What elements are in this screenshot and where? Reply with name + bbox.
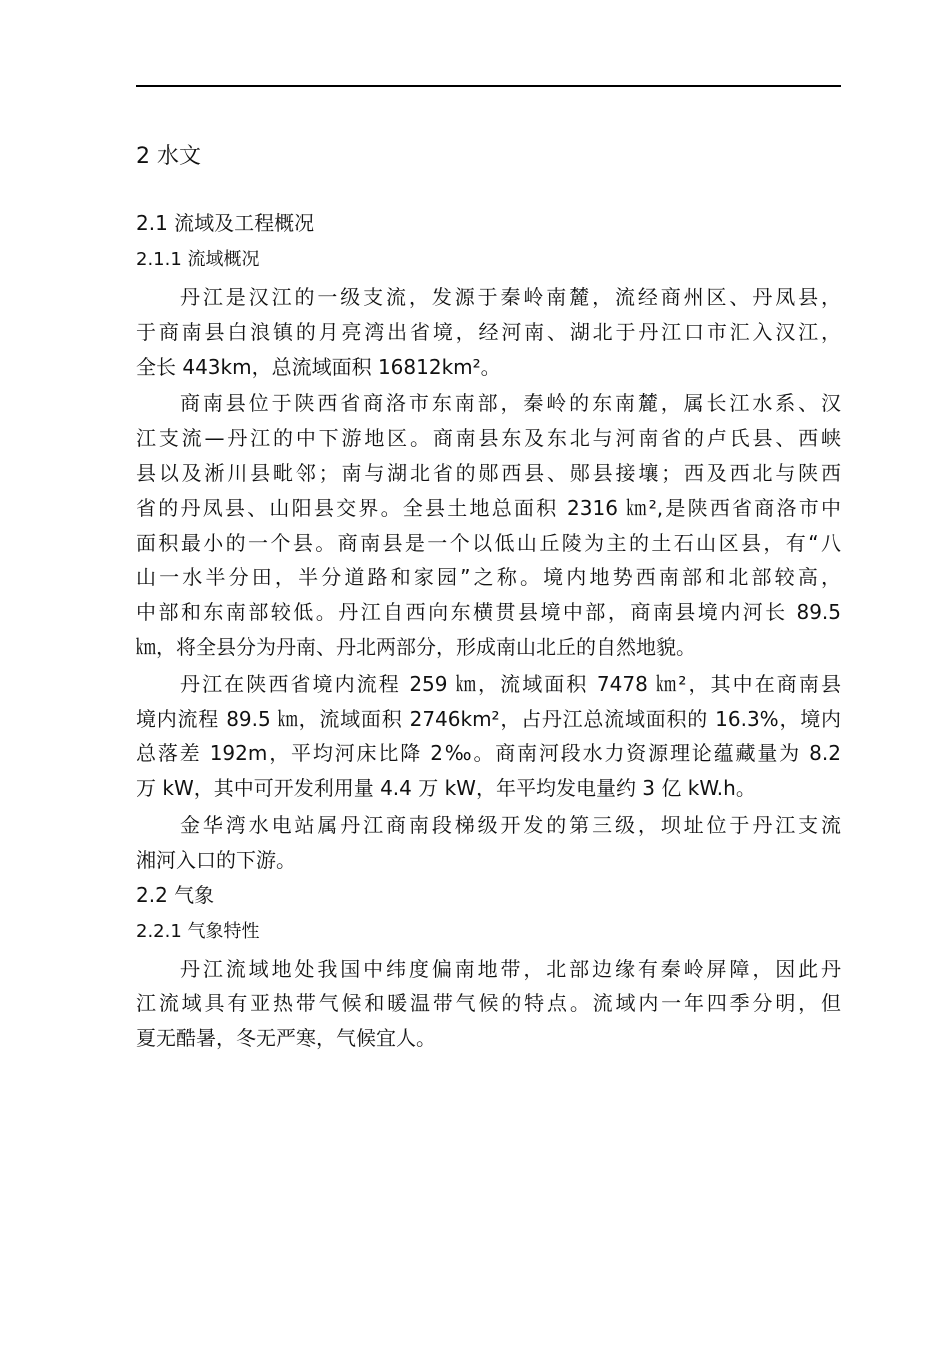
paragraph-river-statistics (136, 667, 841, 806)
text-line: 丹江流域地处我国中纬度偏南地带，北部边缘有秦岭屏障，因此丹 (180, 956, 841, 981)
text-line: 中部和东南部较低。丹江自西向东横贯县境中部，商南县境内河长 89.5 (136, 600, 841, 625)
section-title-hydrology: 2 水文 (136, 144, 201, 169)
document-body (136, 140, 841, 1056)
header-rule (136, 85, 841, 87)
text-line: 万 kW，其中可开发利用量 4.4 万 kW，年平均发电量约 3 亿 kW.h。 (136, 776, 756, 801)
text-line: 县以及淅川县毗邻；南与湖北省的郧西县、郧县接壤；西及西北与陕西 (136, 460, 841, 485)
text-line: 省的丹凤县、山阳县交界。全县土地总面积 2316 ㎞²,是陕西省商洛市中 (136, 495, 841, 520)
text-line: 江流域具有亚热带气候和暖温带气候的特点。流域内一年四季分明，但 (136, 991, 841, 1016)
text-line: 江支流—丹江的中下游地区。商南县东及东北与河南省的卢氏县、西峡 (136, 426, 841, 451)
text-line: 湘河入口的下游。 (136, 847, 296, 872)
subsection-title-2-1: 2.1 流域及工程概况 (136, 211, 315, 235)
text-line: 商南县位于陕西省商洛市东南部，秦岭的东南麓，属长江水系、汉 (180, 391, 841, 416)
text-line: 面积最小的一个县。商南县是一个以低山丘陵为主的土石山区县，有“八 (136, 530, 841, 555)
text-line: 于商南县白浪镇的月亮湾出省境，经河南、湖北于丹江口市汇入汉江， (136, 319, 841, 344)
text-line: 全长 443km，总流域面积 16812km²。 (136, 354, 501, 379)
text-line: 山一水半分田，半分道路和家园”之称。境内地势西南部和北部较高， (136, 565, 841, 590)
text-line: 总落差 192m，平均河床比降 2‰。商南河段水力资源理论蕴藏量为 8.2 (136, 741, 841, 766)
paragraph-climate (136, 952, 841, 1056)
paragraph-jinhuawan-station (136, 808, 841, 878)
paragraph-shangnan-county (136, 386, 841, 664)
text-line: ㎞，将全县分为丹南、丹北两部分，形成南山北丘的自然地貌。 (136, 634, 696, 659)
text-line: 丹江是汉江的一级支流，发源于秦岭南麓，流经商州区、丹凤县， (180, 285, 841, 309)
text-line: 金华湾水电站属丹江商南段梯级开发的第三级，坝址位于丹江支流 (180, 812, 841, 837)
subsection-title-2-2: 2.2 气象 (136, 882, 215, 907)
paragraph-danjiang-overview (136, 280, 841, 384)
subsection-title-2-2-1: 2.2.1 气象特性 (136, 920, 260, 942)
text-line: 境内流程 89.5 ㎞，流域面积 2746km²，占丹江总流域面积的 16.3%，境内 (136, 706, 841, 731)
text-line: 夏无酷暑，冬无严寒，气候宜人。 (136, 1026, 436, 1051)
subsection-title-2-1-1: 2.1.1 流域概况 (136, 249, 260, 270)
text-line: 丹江在陕西省境内流程 259 ㎞，流域面积 7478 ㎞²，其中在商南县 (180, 671, 841, 696)
